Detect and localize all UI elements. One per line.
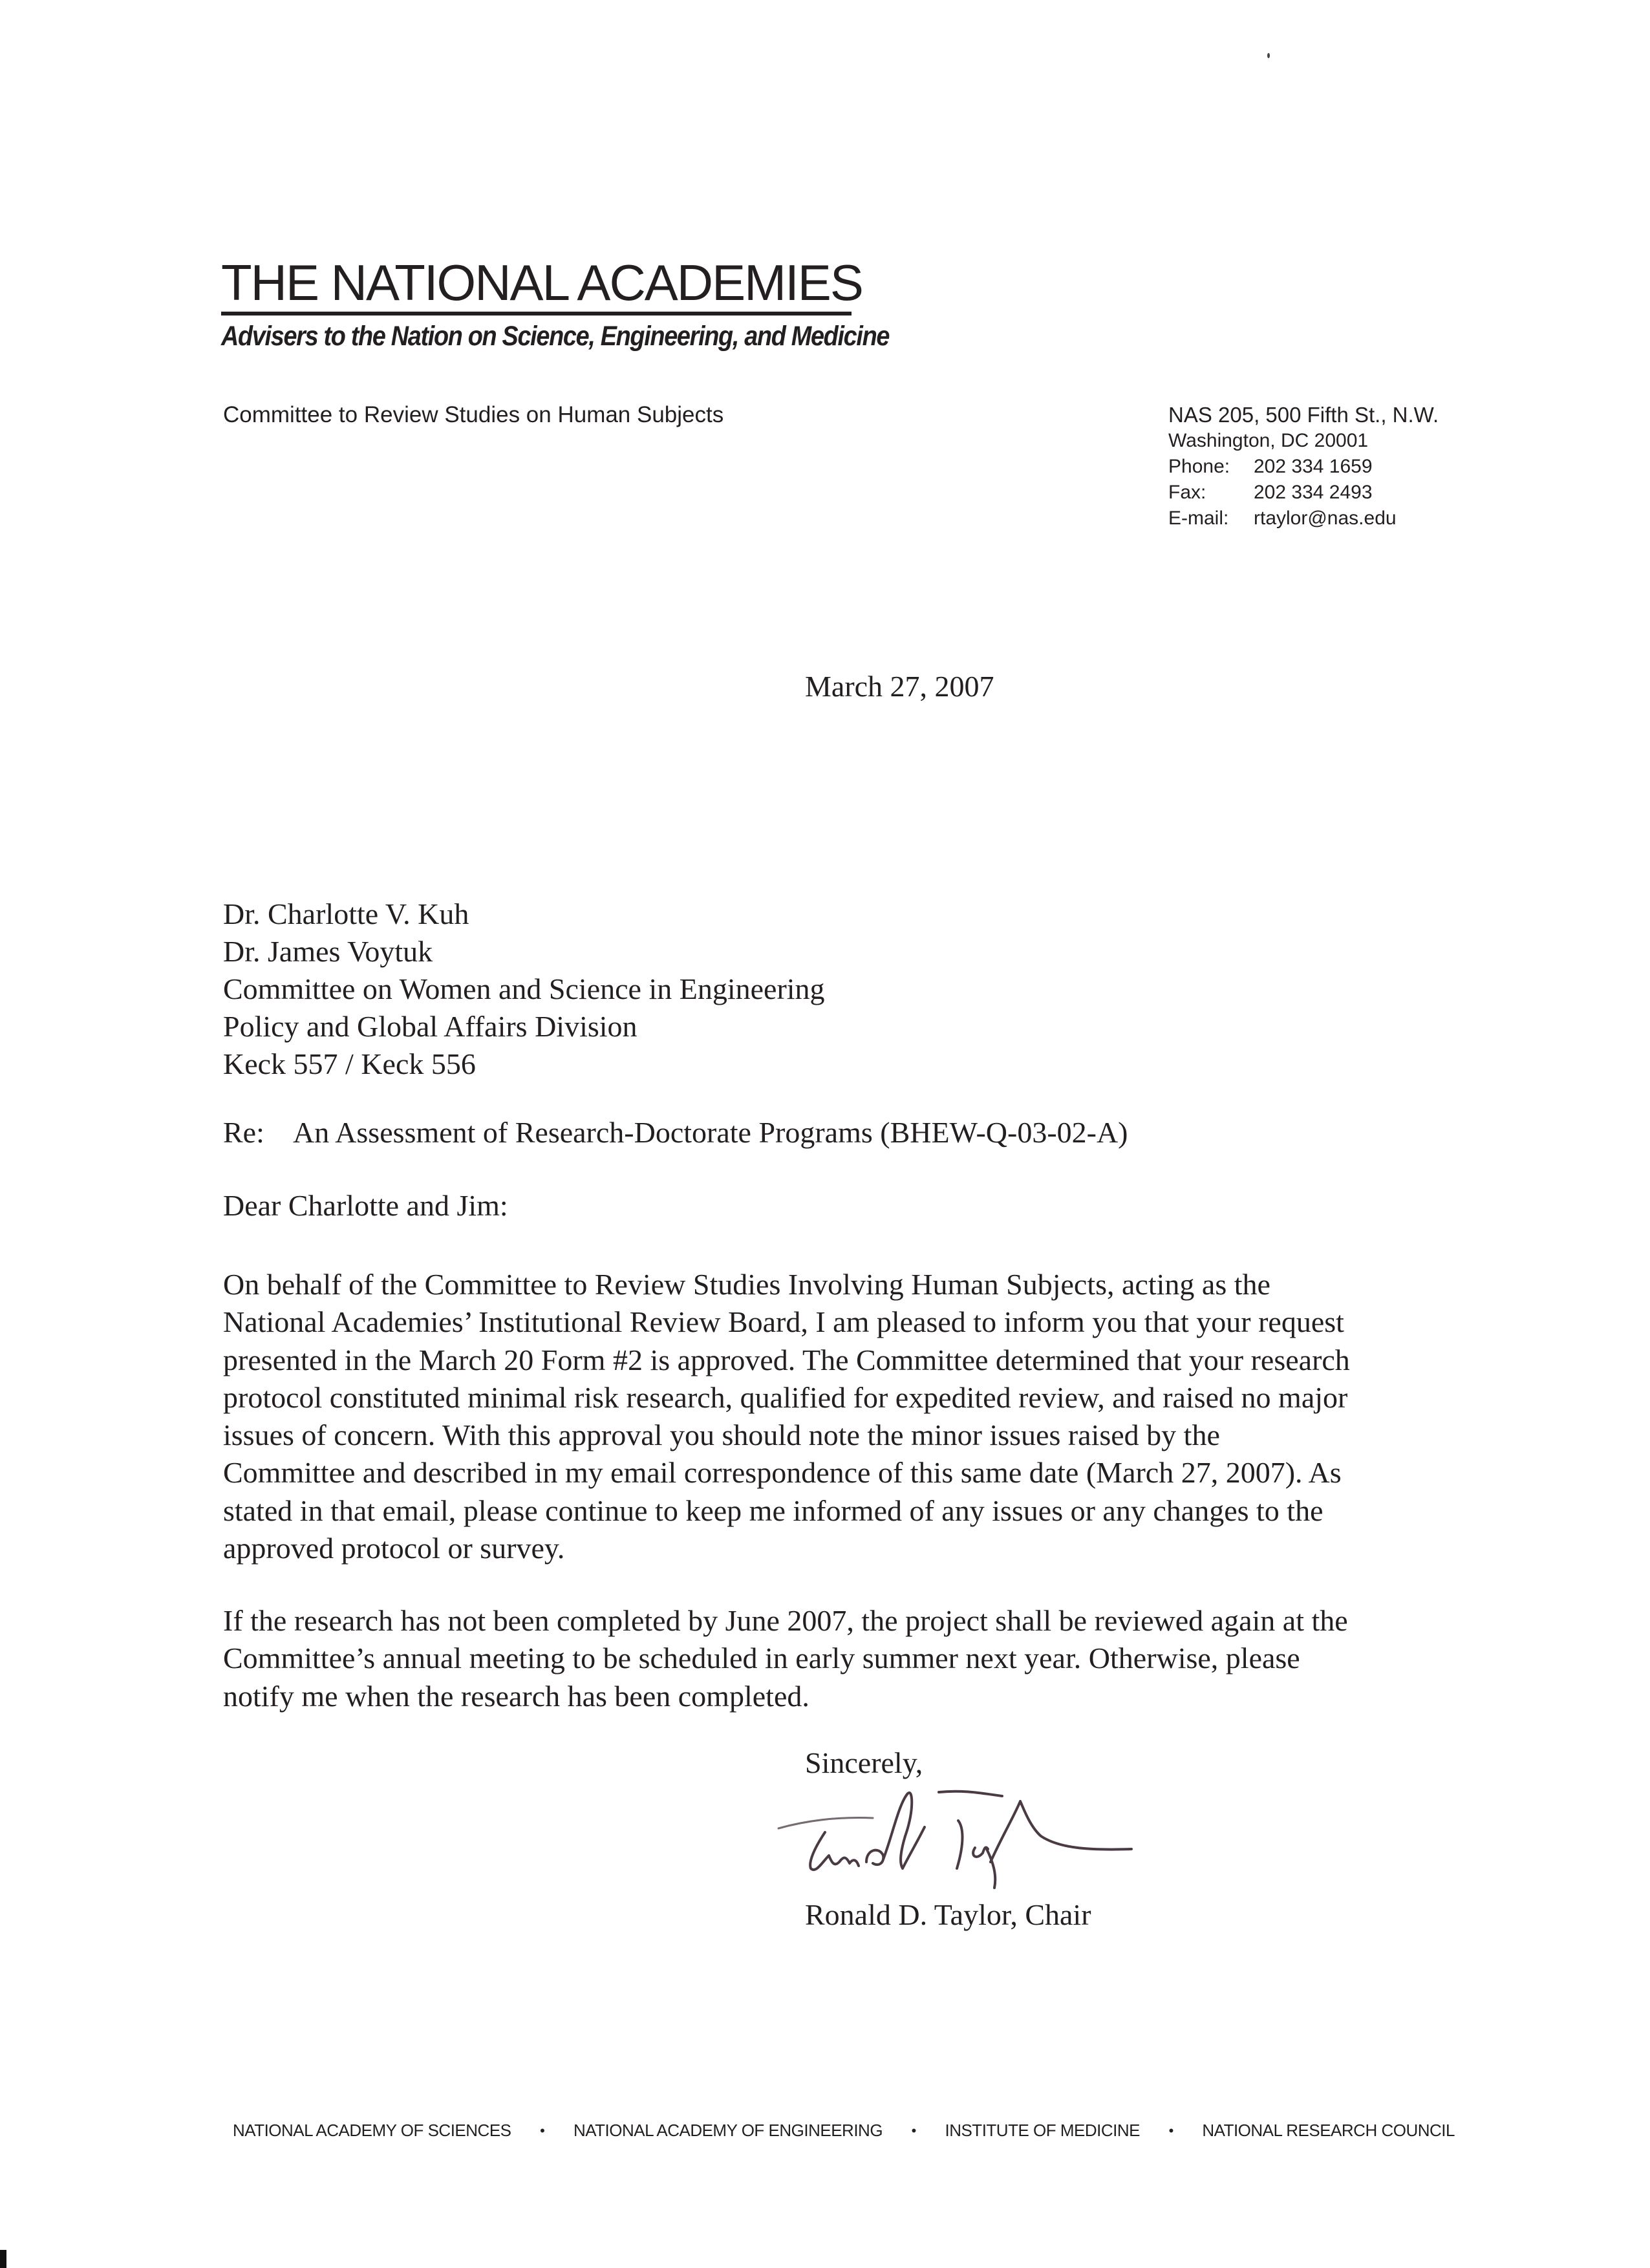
phone-row: [1168, 454, 1439, 480]
paragraph-line: issues of concern. With this approval you should note the minor issues raised by the: [223, 1418, 1220, 1452]
paragraph-line: protocol constituted minimal risk research, qualified for expedited review, and raised no major: [223, 1380, 1348, 1414]
committee-name: Committee to Review Studies on Human Subjects: [223, 402, 724, 427]
salutation: Dear Charlotte and Jim:: [223, 1189, 508, 1222]
body-paragraph-1: [223, 1266, 1452, 1567]
recipient-line: Dr. Charlotte V. Kuh: [223, 897, 469, 930]
scan-speck: [1267, 53, 1270, 58]
phone-number: 202 334 1659: [1254, 456, 1373, 477]
paragraph-line: If the research has not been completed by June 2007, the project shall be reviewed again at the: [223, 1604, 1348, 1637]
paragraph-line: notify me when the research has been completed.: [223, 1679, 809, 1713]
organization-tagline: Advisers to the Nation on Science, Engineering, and Medicine: [221, 321, 890, 352]
footer-item-nae: NATIONAL ACADEMY OF ENGINEERING: [573, 2121, 883, 2140]
scan-edge-mark: [0, 2250, 6, 2268]
footer-item-nrc: NATIONAL RESEARCH COUNCIL: [1202, 2121, 1455, 2140]
subject-line: [223, 1115, 1128, 1150]
footer-item-iom: INSTITUTE OF MEDICINE: [945, 2121, 1140, 2140]
paragraph-line: On behalf of the Committee to Review Studies Involving Human Subjects, acting as the: [223, 1268, 1270, 1301]
contact-block: [1168, 402, 1439, 531]
email-row: [1168, 506, 1439, 531]
recipient-line: Committee on Women and Science in Engineering: [223, 972, 825, 1005]
fax-row: [1168, 480, 1439, 506]
email-label: E-mail:: [1168, 508, 1229, 529]
letter-date: March 27, 2007: [805, 670, 994, 703]
subject-label: Re:: [223, 1116, 264, 1149]
bullet-separator-icon: •: [1168, 2122, 1173, 2139]
handwritten-signature: [769, 1765, 1261, 1894]
fax-number: 202 334 2493: [1254, 482, 1373, 503]
recipient-block: [223, 895, 825, 1083]
fax-label: Fax:: [1168, 482, 1206, 503]
phone-label: Phone:: [1168, 456, 1230, 477]
subject-text: An Assessment of Research-Doctorate Programs (BHEW-Q-03-02-A): [293, 1116, 1128, 1149]
recipient-line: Dr. James Voytuk: [223, 935, 433, 968]
address-line-1: NAS 205, 500 Fifth St., N.W.: [1168, 403, 1439, 427]
address-line-2: Washington, DC 20001: [1168, 430, 1369, 451]
closing: Sincerely,: [805, 1746, 923, 1779]
footer-item-nas: NATIONAL ACADEMY OF SCIENCES: [233, 2121, 511, 2140]
paragraph-line: National Academies’ Institutional Review Board, I am pleased to inform you that your request: [223, 1305, 1344, 1339]
organization-logotype: THE NATIONAL ACADEMIES: [221, 254, 862, 311]
recipient-line: Policy and Global Affairs Division: [223, 1010, 638, 1043]
paragraph-line: approved protocol or survey.: [223, 1532, 565, 1565]
paragraph-line: Committee’s annual meeting to be scheduled in early summer next year. Otherwise, please: [223, 1642, 1300, 1675]
body-paragraph-2: [223, 1602, 1452, 1715]
letterhead-rule: [221, 312, 852, 316]
paragraph-line: stated in that email, please continue to keep me informed of any issues or any changes to the: [223, 1493, 1323, 1527]
paragraph-line: Committee and described in my email correspondence of this same date (March 27, 2007). As: [223, 1456, 1342, 1490]
bullet-separator-icon: •: [911, 2122, 916, 2139]
paragraph-line: presented in the March 20 Form #2 is approved. The Committee determined that your research: [223, 1343, 1350, 1376]
email-address: rtaylor@nas.edu: [1254, 508, 1397, 529]
bullet-separator-icon: •: [540, 2122, 545, 2139]
recipient-line: Keck 557 / Keck 556: [223, 1047, 476, 1080]
signer-name: Ronald D. Taylor, Chair: [805, 1898, 1091, 1931]
footer-affiliations: [233, 2121, 1455, 2141]
